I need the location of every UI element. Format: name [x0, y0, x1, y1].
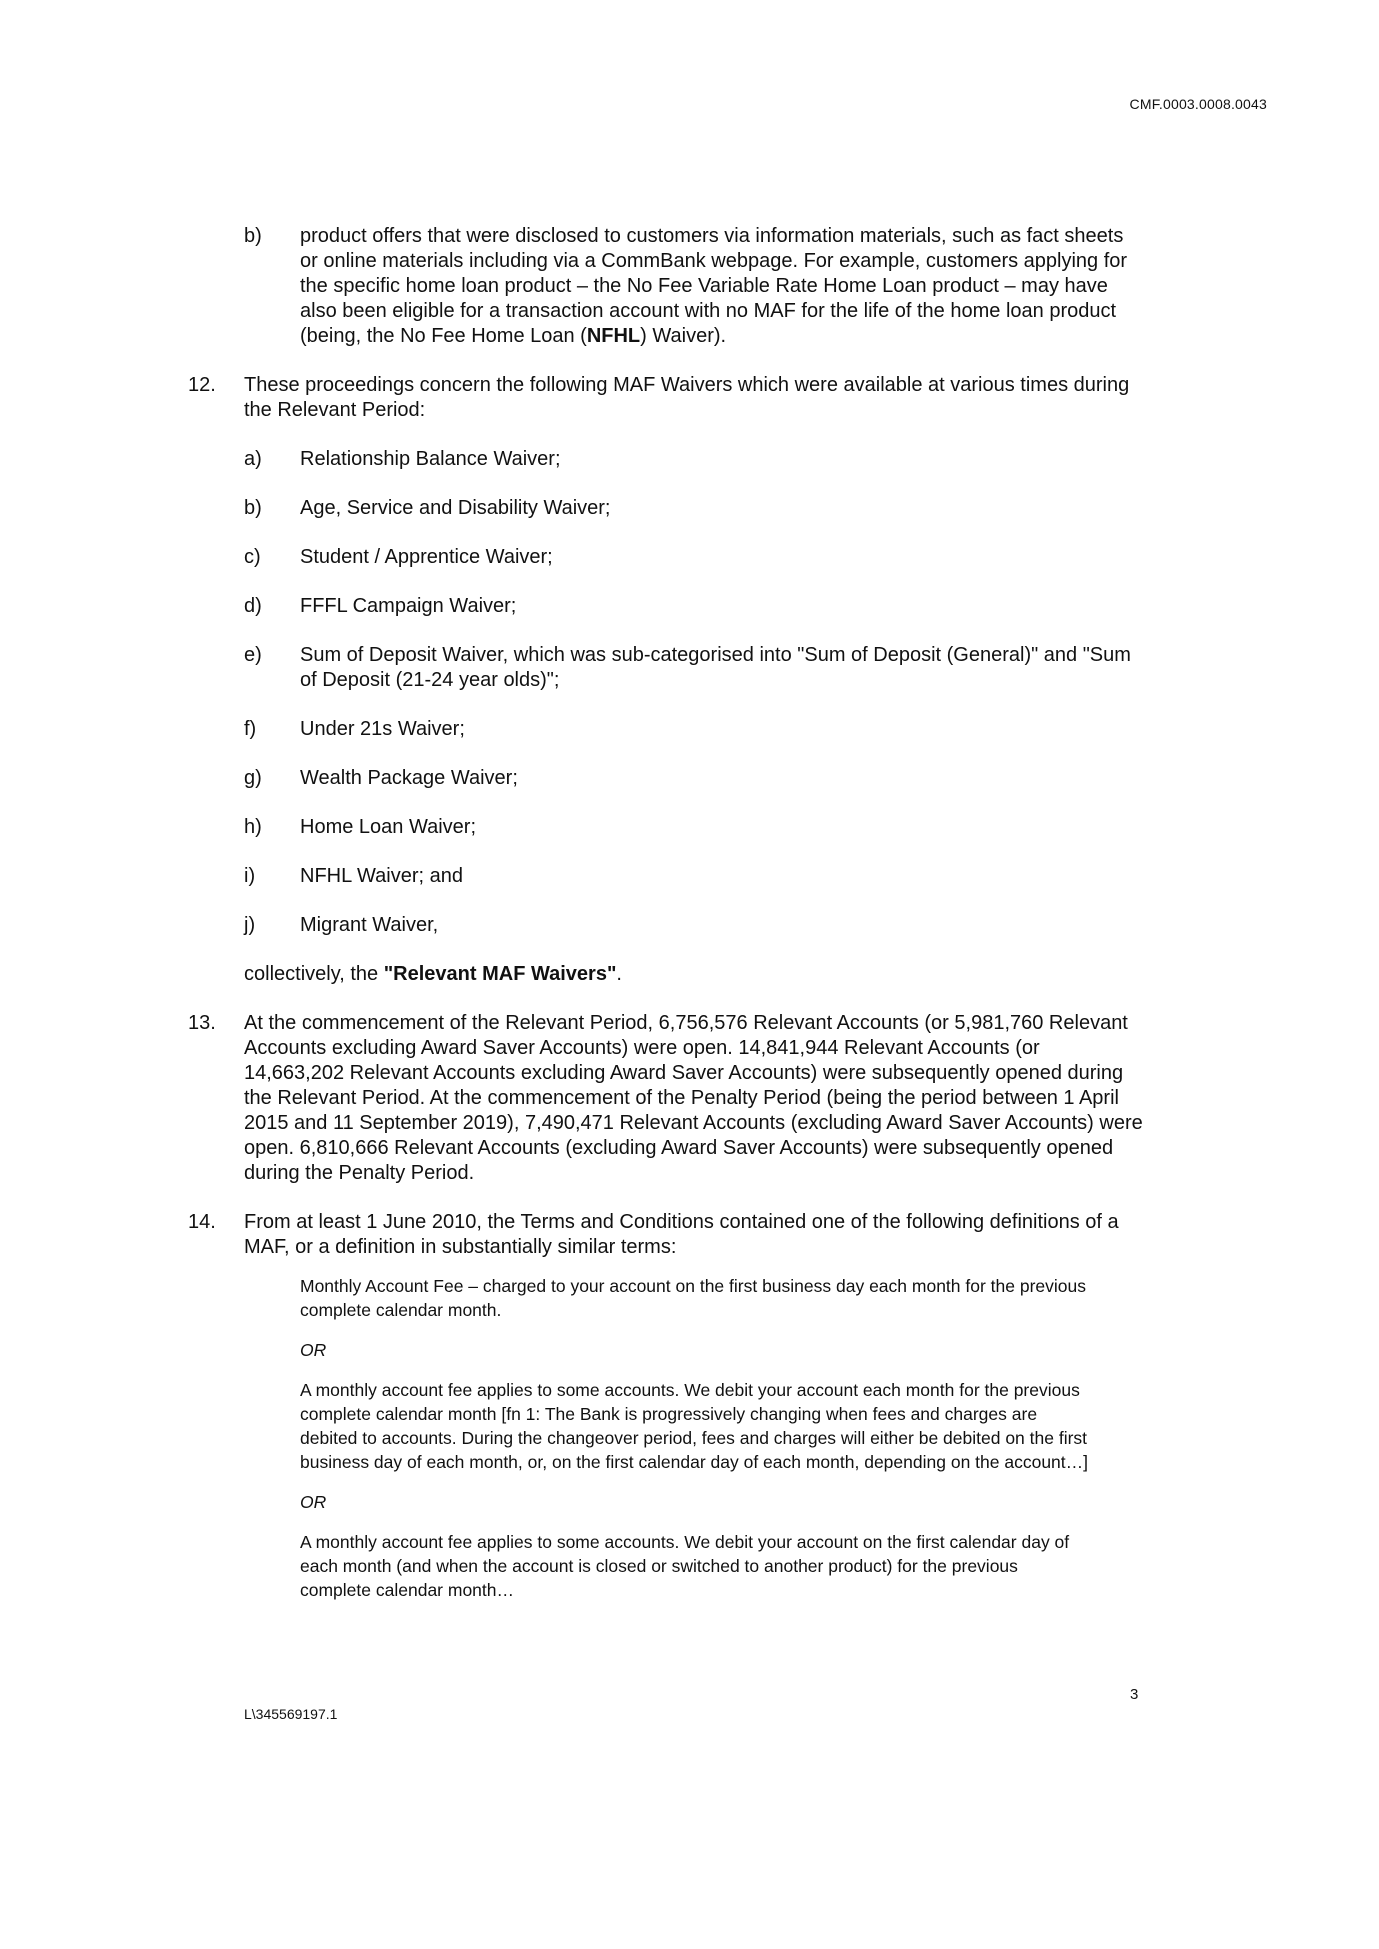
- paragraph-text: From at least 1 June 2010, the Terms and Conditions contained one of the following definitions of a MAF, or a definition in substantially similar terms:: [244, 1211, 1119, 1258]
- item-label: b): [244, 225, 262, 247]
- quote-definition-3: A monthly account fee applies to some accounts. We debit your account on the first calendar day of each month (and when the account is closed or switched to another product) for the previous complete calendar month…: [300, 1532, 1070, 1600]
- paragraph-number: 13.: [188, 1012, 216, 1034]
- list-item: a) Relationship Balance Waiver;: [244, 448, 561, 470]
- paragraph-12: [188, 373, 1144, 423]
- document-id: CMF.0003.0008.0043: [1129, 96, 1267, 112]
- list-item: g) Wealth Package Waiver;: [244, 767, 518, 789]
- paragraph-13: [188, 1011, 1144, 1186]
- quote-definition-2: A monthly account fee applies to some accounts. We debit your account each month for the previous complete calendar month [fn 1: The Bank is progressively changing when fees and charges are debited to accounts. During the changeover period, fees and charges will either be debited on the first business day of each month, or, on the first calendar day of each month, depending on the account…]: [300, 1380, 1089, 1472]
- waiver-list: [244, 447, 1144, 938]
- footer-reference: L\345569197.1: [244, 1706, 338, 1722]
- list-item: i) NFHL Waiver; and: [244, 865, 464, 887]
- paragraph-text: These proceedings concern the following MAF Waivers which were available at various times during the Relevant Period:: [244, 374, 1130, 421]
- quote-or: OR: [300, 1492, 327, 1512]
- list-item: h) Home Loan Waiver;: [244, 816, 476, 838]
- page-number: 3: [1130, 1686, 1139, 1703]
- paragraph-text: product offers that were disclosed to customers via information materials, such as fact sheets or online materials including via a CommBank webpage. For example, customers applying for the specific home loan product – the No Fee Variable Rate Home Loan product – may have also been eligible for a transaction account with no MAF for the life of the home loan product (being, the No Fee Home Loan (NFHL) Waiver).: [300, 225, 1128, 347]
- paragraph-14: [188, 1210, 1144, 1260]
- list-item: d) FFFL Campaign Waiver;: [244, 595, 517, 617]
- list-item: c) Student / Apprentice Waiver;: [244, 546, 553, 568]
- quote-definition-1: Monthly Account Fee – charged to your account on the first business day each month for the previous complete calendar month.: [300, 1276, 1087, 1320]
- maf-definitions-quote: [300, 1274, 1090, 1602]
- paragraph-number: 12.: [188, 374, 216, 396]
- paragraph-11b: [244, 224, 1144, 349]
- list-item: f) Under 21s Waiver;: [244, 718, 465, 740]
- list-item: b) Age, Service and Disability Waiver;: [244, 497, 611, 519]
- paragraph-number: 14.: [188, 1211, 216, 1233]
- list-item: j) Migrant Waiver,: [244, 914, 439, 936]
- quote-or: OR: [300, 1340, 327, 1360]
- collective-definition: collectively, the "Relevant MAF Waivers".: [244, 963, 622, 985]
- document-body: [188, 224, 1144, 1618]
- list-item: e) Sum of Deposit Waiver, which was sub-categorised into "Sum of Deposit (General)" and "Sum of Deposit (21-24 year olds)";: [244, 644, 1131, 691]
- paragraph-text: At the commencement of the Relevant Period, 6,756,576 Relevant Accounts (or 5,981,760 Relevant Accounts excluding Award Saver Accounts) were open. 14,841,944 Relevant Accounts (or 14,663,202 Relevant Accounts excluding Award Saver Accounts) were subsequently opened during the Relevant Period. At the commencement of the Penalty Period (being the period between 1 April 2015 and 11 September 2019), 7,490,471 Relevant Accounts (excluding Award Saver Accounts) were open. 6,810,666 Relevant Accounts (excluding Award Saver Accounts) were subsequently opened during the Penalty Period.: [244, 1012, 1143, 1184]
